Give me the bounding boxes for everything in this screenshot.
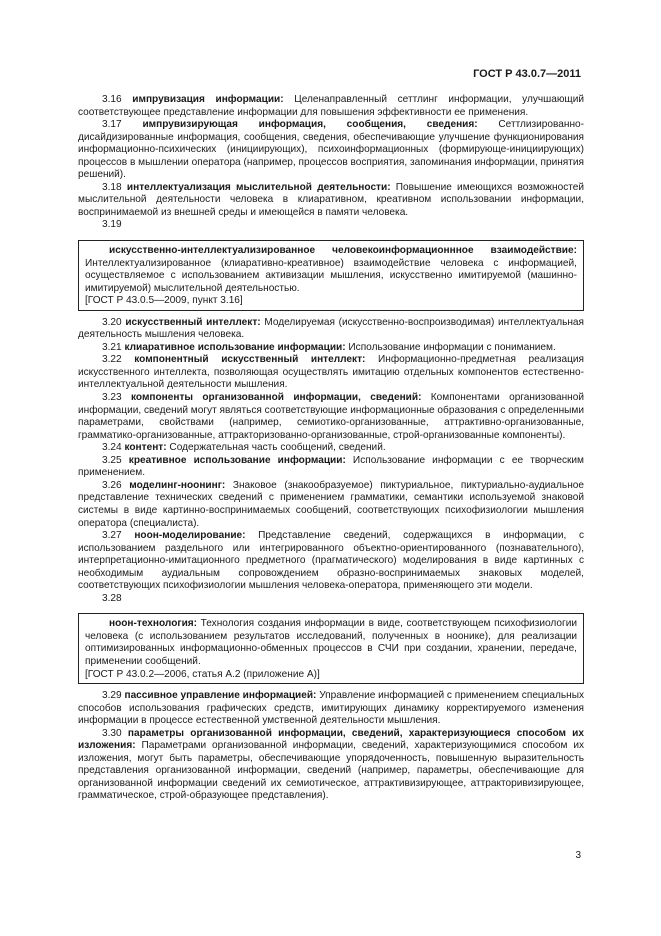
entry-definition: Использование информации с пониманием.: [345, 341, 556, 353]
entry-term: моделинг-ноонинг:: [129, 479, 226, 491]
entry-3-18: [78, 182, 584, 220]
entry-number: 3.29: [102, 690, 122, 702]
entry-number: 3.20: [102, 316, 122, 328]
entry-number: 3.22: [102, 354, 122, 366]
entry-number: 3.30: [102, 727, 122, 739]
entry-3-27: [78, 530, 584, 593]
entry-3-22: [78, 354, 584, 392]
entry-term: ноон-технология:: [109, 618, 198, 630]
quoted-definition-box: [78, 613, 584, 684]
entry-definition: Знаковое (знакообразуемое) пиктуриальное, пиктуриально-аудиальное представление технических сведений с применением грамматики, семантики используемой знаковой системы в виде картинно-воспринимаемых сообщений, соответствующих психофизиологии мышления оператора (специалиста).: [78, 479, 584, 529]
entry-term: интеллектуализация мыслительной деятельности:: [126, 181, 391, 193]
entry-definition: Сеттлизированно-дисайдизированные информация, сообщения, сведения, обеспечивающие улучшение функционирования информационно-психических (инициирующих), психоинформационных (формирующе-инициирующих) процессов в мышлении оператора (например, процессов восприятия, запоминания информации, принятия решений).: [78, 119, 584, 181]
entry-term: искусственно-интеллектуализированное человекоинформационнное взаимодействие:: [109, 245, 577, 257]
entry-term: искусственный интеллект:: [125, 316, 261, 328]
entry-term: импрувизация информации:: [132, 94, 284, 105]
entry-source-reference: [ГОСТ Р 43.0.2—2006, статья А.2 (приложение А)]: [85, 668, 320, 680]
entry-3-29: [78, 690, 584, 728]
entry-definition: Содержательная часть сообщений, сведений.: [166, 442, 386, 454]
entry-3-20: [78, 317, 584, 342]
entry-term: пассивное управление информацией:: [124, 690, 317, 702]
entry-definition: Представление сведений, содержащихся в информации, с использованием раздельного или интегрированного объектно-ориентированного (познавательного), интерпретационно-имитационного предметного (прагматического) моделирования в виде картинных с необходимым аудиальным сопровождением образно-воспринимаемых знаковых моделей, соответствующих психофизиологии мышления человека-оператора, применяющего эти модели.: [78, 530, 584, 592]
entry-3-25: [78, 455, 584, 480]
entry-term: параметры организованной информации, сведений, характеризующиеся способом их изложения:: [78, 727, 584, 752]
entry-3-16: [78, 94, 584, 119]
entry-number: 3.23: [102, 392, 122, 404]
entry-source-reference: [ГОСТ Р 43.0.5—2009, пункт 3.16]: [85, 295, 243, 307]
entry-number: 3.25: [102, 454, 122, 466]
entry-definition: Компонентами организованной информации, сведений могут являться соответствующие информационные образования с определенными параметрами, свойствами (например, семиотико-организованные, аттрактивно-организованные, грамматико-организованные, аттракторизованно-организованные, строй-организованные компоненты).: [78, 392, 585, 441]
entry-3-24: [78, 442, 584, 455]
entry-definition: Интеллектуализированное (клиаративно-креативное) взаимодействие человека с информацией, осуществляемое с использованием активизации мышления, искусственно имитируемой (машинно-имитируемой) мыслительной деятельностью.: [85, 257, 577, 294]
entry-definition: Управление информацией с применением специальных способов использования графических средств, имитирующих динамику корректируемого изменения информации в процессе естественной умственной деятельности мышления.: [78, 690, 584, 727]
entry-number: 3.28: [102, 592, 122, 604]
entry-term: контент:: [124, 442, 167, 454]
entry-definition: Повышение имеющихся возможностей мыслительной деятельности человека в клиаративном, креативном использовании информации, воспринимаемой из внешней среды и имеющейся в памяти человека.: [78, 181, 585, 218]
page-number: 3: [575, 850, 581, 861]
entry-term: клиаративное использование информации:: [124, 341, 346, 353]
entry-3-17: [78, 119, 584, 182]
entry-number: 3.17: [102, 119, 122, 131]
entry-3-30: [78, 728, 584, 803]
entry-number: 3.19: [102, 219, 122, 231]
entry-number: 3.21: [102, 341, 122, 353]
entry-number: 3.24: [102, 442, 122, 454]
entry-term: импрувизирующая информация, сообщения, сведения:: [142, 119, 478, 131]
entry-definition: Параметрами организованной информации, сведений, характеризующимися способом их изложения, могут быть параметры, обеспечивающие упорядоченность, повышенную выразительность представления организованной информации, сведений (например, параметры, обеспечивающие для организованной информации сведений их семиотическое, аттрактивизирующее, аттракторивизирующее, грамматическое, строй-образующее представления).: [78, 740, 584, 802]
entry-definition: Информационно-предметная реализация искусственного интеллекта, позволяющая осуществлять имитацию отдельных компонентов естественно-интеллектуальной деятельности мышления.: [78, 354, 584, 391]
entry-term: компоненты организованной информации, сведений:: [131, 392, 422, 404]
entry-term: ноон-моделирование:: [134, 530, 246, 542]
entry-definition: Целенаправленный сеттлинг информации, улучшающий соответствующее представление информации для повышения эффективности ее применения.: [78, 94, 585, 118]
entry-3-26: [78, 480, 584, 530]
entry-number: 3.27: [102, 530, 122, 542]
entry-3-19: [85, 245, 577, 295]
entry-definition: Технология создания информации в виде, соответствующем психофизиологии человека (с использованием результатов исследований, полученных в ноонике), для реализации оптимизированных информационно-обменных процессов в СЧИ при создании, хранении, передаче, применении сообщений.: [85, 618, 577, 667]
quoted-definition-box: [78, 240, 584, 311]
entry-number: 3.16: [102, 94, 122, 105]
entry-3-21: [78, 342, 584, 355]
entry-definition: Моделируемая (искусственно-воспроизводимая) интеллектуальная деятельность мышления человека.: [78, 316, 584, 341]
entry-number: 3.26: [102, 479, 122, 491]
document-body: [78, 94, 584, 803]
entry-term: компонентный искусственный интеллект:: [134, 354, 366, 366]
entry-3-23: [78, 392, 584, 442]
entry-term: креативное использование информации:: [128, 454, 346, 466]
entry-number: 3.18: [102, 181, 122, 193]
entry-3-28: [85, 618, 577, 668]
entry-definition: Использование информации с ее творческим применением.: [78, 454, 584, 479]
document-code-header: ГОСТ Р 43.0.7—2011: [473, 68, 581, 80]
